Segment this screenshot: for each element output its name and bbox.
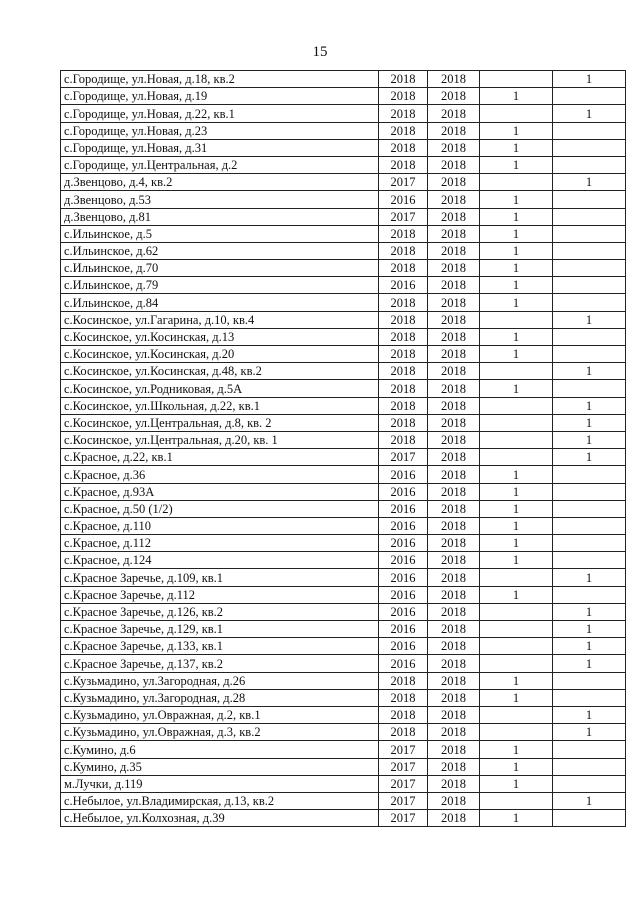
mark-a-cell [480,174,553,191]
year-start-cell: 2016 [379,552,428,569]
table-row [61,586,626,603]
year-start-cell: 2017 [379,792,428,809]
year-start-cell: 2018 [379,431,428,448]
address-cell: м.Лучки, д.119 [61,775,379,792]
year-start-cell: 2017 [379,208,428,225]
table-row [61,139,626,156]
year-start-cell: 2016 [379,621,428,638]
address-cell: с.Городище, ул.Новая, д.18, кв.2 [61,71,379,88]
year-start-cell: 2018 [379,689,428,706]
table-row [61,775,626,792]
mark-b-cell [553,191,626,208]
year-start-cell: 2018 [379,311,428,328]
year-end-cell: 2018 [428,105,480,122]
mark-b-cell: 1 [553,431,626,448]
year-end-cell: 2018 [428,122,480,139]
table-row [61,552,626,569]
year-end-cell: 2018 [428,758,480,775]
table-row [61,346,626,363]
year-start-cell: 2016 [379,500,428,517]
table-row [61,621,626,638]
address-cell: с.Ильинское, д.5 [61,225,379,242]
mark-b-cell [553,689,626,706]
table-row [61,603,626,620]
year-end-cell: 2018 [428,483,480,500]
table-row [61,466,626,483]
table-row [61,191,626,208]
year-end-cell: 2018 [428,191,480,208]
year-end-cell: 2018 [428,621,480,638]
year-end-cell: 2018 [428,363,480,380]
mark-b-cell: 1 [553,621,626,638]
mark-a-cell: 1 [480,483,553,500]
mark-a-cell: 1 [480,294,553,311]
mark-a-cell [480,105,553,122]
mark-b-cell [553,380,626,397]
mark-b-cell [553,139,626,156]
year-end-cell: 2018 [428,174,480,191]
address-cell: с.Красное Заречье, д.133, кв.1 [61,638,379,655]
year-end-cell: 2018 [428,741,480,758]
mark-b-cell: 1 [553,414,626,431]
year-end-cell: 2018 [428,724,480,741]
mark-a-cell [480,569,553,586]
year-start-cell: 2018 [379,397,428,414]
mark-b-cell: 1 [553,569,626,586]
address-cell: с.Косинское, ул.Школьная, д.22, кв.1 [61,397,379,414]
year-start-cell: 2018 [379,706,428,723]
year-start-cell: 2016 [379,586,428,603]
table-row [61,277,626,294]
mark-b-cell [553,552,626,569]
mark-b-cell [553,741,626,758]
year-start-cell: 2018 [379,380,428,397]
year-end-cell: 2018 [428,569,480,586]
mark-a-cell: 1 [480,552,553,569]
mark-a-cell [480,603,553,620]
mark-b-cell [553,810,626,827]
year-start-cell: 2017 [379,174,428,191]
table-row [61,294,626,311]
mark-a-cell: 1 [480,500,553,517]
mark-a-cell [480,311,553,328]
mark-b-cell [553,242,626,259]
address-cell: с.Городище, ул.Новая, д.31 [61,139,379,156]
address-cell: с.Ильинское, д.84 [61,294,379,311]
year-start-cell: 2018 [379,88,428,105]
mark-b-cell [553,535,626,552]
year-end-cell: 2018 [428,689,480,706]
year-start-cell: 2016 [379,603,428,620]
table-row [61,672,626,689]
year-end-cell: 2018 [428,311,480,328]
table-row [61,517,626,534]
address-cell: с.Красное Заречье, д.109, кв.1 [61,569,379,586]
year-end-cell: 2018 [428,792,480,809]
table-row [61,638,626,655]
year-end-cell: 2018 [428,552,480,569]
address-cell: с.Кумино, д.6 [61,741,379,758]
year-end-cell: 2018 [428,810,480,827]
year-start-cell: 2016 [379,569,428,586]
year-end-cell: 2018 [428,535,480,552]
address-cell: с.Ильинское, д.62 [61,242,379,259]
year-end-cell: 2018 [428,431,480,448]
year-end-cell: 2018 [428,139,480,156]
year-start-cell: 2017 [379,449,428,466]
year-end-cell: 2018 [428,346,480,363]
mark-b-cell: 1 [553,449,626,466]
address-cell: с.Красное, д.36 [61,466,379,483]
year-start-cell: 2018 [379,328,428,345]
address-cell: с.Городище, ул.Новая, д.19 [61,88,379,105]
year-start-cell: 2016 [379,638,428,655]
address-cell: с.Косинское, ул.Центральная, д.20, кв. 1 [61,431,379,448]
mark-a-cell [480,449,553,466]
mark-a-cell [480,655,553,672]
address-cell: д.Звенцово, д.81 [61,208,379,225]
year-end-cell: 2018 [428,706,480,723]
table-row [61,242,626,259]
table-row [61,225,626,242]
address-cell: с.Красное Заречье, д.129, кв.1 [61,621,379,638]
address-cell: с.Ильинское, д.70 [61,260,379,277]
address-cell: с.Ильинское, д.79 [61,277,379,294]
mark-a-cell: 1 [480,191,553,208]
mark-a-cell [480,621,553,638]
table-row [61,449,626,466]
year-start-cell: 2016 [379,517,428,534]
mark-a-cell: 1 [480,139,553,156]
address-cell: с.Красное, д.124 [61,552,379,569]
year-end-cell: 2018 [428,208,480,225]
mark-b-cell [553,208,626,225]
address-cell: с.Косинское, ул.Родниковая, д.5А [61,380,379,397]
mark-a-cell: 1 [480,810,553,827]
mark-a-cell [480,706,553,723]
year-end-cell: 2018 [428,655,480,672]
mark-b-cell [553,758,626,775]
mark-a-cell: 1 [480,277,553,294]
table-row [61,71,626,88]
mark-b-cell: 1 [553,363,626,380]
mark-b-cell [553,294,626,311]
address-cell: с.Кузьмадино, ул.Загородная, д.28 [61,689,379,706]
mark-b-cell: 1 [553,71,626,88]
address-cell: с.Косинское, ул.Косинская, д.13 [61,328,379,345]
mark-a-cell: 1 [480,758,553,775]
mark-b-cell [553,672,626,689]
table-row [61,655,626,672]
mark-a-cell: 1 [480,672,553,689]
mark-a-cell: 1 [480,242,553,259]
year-start-cell: 2018 [379,105,428,122]
table-row [61,260,626,277]
mark-b-cell [553,586,626,603]
mark-a-cell: 1 [480,741,553,758]
address-cell: с.Кузьмадино, ул.Загородная, д.26 [61,672,379,689]
year-start-cell: 2016 [379,535,428,552]
mark-b-cell [553,775,626,792]
table-row [61,122,626,139]
year-end-cell: 2018 [428,71,480,88]
table-row [61,689,626,706]
mark-b-cell [553,328,626,345]
mark-a-cell: 1 [480,225,553,242]
mark-b-cell: 1 [553,311,626,328]
year-end-cell: 2018 [428,328,480,345]
table-row [61,105,626,122]
mark-b-cell [553,483,626,500]
year-end-cell: 2018 [428,225,480,242]
address-cell: с.Кузьмадино, ул.Овражная, д.2, кв.1 [61,706,379,723]
mark-a-cell [480,724,553,741]
year-start-cell: 2018 [379,294,428,311]
year-start-cell: 2018 [379,363,428,380]
mark-a-cell: 1 [480,689,553,706]
year-end-cell: 2018 [428,414,480,431]
mark-b-cell: 1 [553,174,626,191]
mark-b-cell: 1 [553,397,626,414]
mark-b-cell [553,156,626,173]
year-start-cell: 2018 [379,724,428,741]
year-start-cell: 2018 [379,260,428,277]
year-end-cell: 2018 [428,638,480,655]
year-end-cell: 2018 [428,397,480,414]
year-start-cell: 2016 [379,483,428,500]
mark-b-cell: 1 [553,638,626,655]
address-cell: д.Звенцово, д.53 [61,191,379,208]
year-end-cell: 2018 [428,294,480,311]
table-row [61,174,626,191]
mark-a-cell [480,792,553,809]
year-end-cell: 2018 [428,500,480,517]
year-end-cell: 2018 [428,586,480,603]
table-row [61,500,626,517]
mark-a-cell: 1 [480,156,553,173]
mark-a-cell [480,414,553,431]
address-cell: с.Небылое, ул.Колхозная, д.39 [61,810,379,827]
table-body [61,71,626,827]
year-start-cell: 2016 [379,655,428,672]
address-cell: с.Красное, д.22, кв.1 [61,449,379,466]
mark-a-cell [480,431,553,448]
year-end-cell: 2018 [428,88,480,105]
mark-a-cell: 1 [480,328,553,345]
address-cell: с.Красное, д.93А [61,483,379,500]
mark-b-cell [553,225,626,242]
year-end-cell: 2018 [428,603,480,620]
page-number: 15 [312,44,328,60]
mark-a-cell: 1 [480,466,553,483]
year-start-cell: 2017 [379,810,428,827]
address-cell: с.Небылое, ул.Владимирская, д.13, кв.2 [61,792,379,809]
year-start-cell: 2018 [379,672,428,689]
year-start-cell: 2017 [379,775,428,792]
year-start-cell: 2018 [379,156,428,173]
table-row [61,431,626,448]
address-cell: с.Городище, ул.Центральная, д.2 [61,156,379,173]
address-cell: с.Городище, ул.Новая, д.23 [61,122,379,139]
table-row [61,724,626,741]
mark-a-cell [480,71,553,88]
table-row [61,328,626,345]
year-start-cell: 2017 [379,741,428,758]
mark-a-cell [480,638,553,655]
mark-b-cell: 1 [553,105,626,122]
address-cell: с.Красное, д.112 [61,535,379,552]
year-end-cell: 2018 [428,156,480,173]
year-end-cell: 2018 [428,466,480,483]
table-row [61,741,626,758]
address-cell: с.Красное Заречье, д.112 [61,586,379,603]
year-start-cell: 2018 [379,225,428,242]
year-end-cell: 2018 [428,260,480,277]
year-end-cell: 2018 [428,672,480,689]
address-cell: с.Косинское, ул.Центральная, д.8, кв. 2 [61,414,379,431]
table-row [61,792,626,809]
mark-a-cell: 1 [480,517,553,534]
mark-b-cell [553,260,626,277]
address-cell: с.Кузьмадино, ул.Овражная, д.3, кв.2 [61,724,379,741]
mark-a-cell: 1 [480,260,553,277]
year-end-cell: 2018 [428,242,480,259]
mark-b-cell [553,122,626,139]
mark-a-cell [480,397,553,414]
mark-a-cell [480,363,553,380]
mark-b-cell [553,88,626,105]
year-start-cell: 2018 [379,414,428,431]
year-start-cell: 2016 [379,277,428,294]
year-start-cell: 2018 [379,139,428,156]
address-cell: с.Кумино, д.35 [61,758,379,775]
year-end-cell: 2018 [428,517,480,534]
mark-a-cell: 1 [480,122,553,139]
table-row [61,569,626,586]
mark-b-cell: 1 [553,655,626,672]
table-row [61,380,626,397]
address-cell: с.Косинское, ул.Косинская, д.20 [61,346,379,363]
year-start-cell: 2018 [379,346,428,363]
mark-b-cell [553,277,626,294]
year-end-cell: 2018 [428,775,480,792]
mark-a-cell: 1 [480,775,553,792]
year-end-cell: 2018 [428,449,480,466]
mark-a-cell: 1 [480,586,553,603]
table-row [61,535,626,552]
year-start-cell: 2016 [379,191,428,208]
year-start-cell: 2018 [379,242,428,259]
year-end-cell: 2018 [428,380,480,397]
year-start-cell: 2018 [379,122,428,139]
address-cell: с.Красное, д.50 (1/2) [61,500,379,517]
mark-b-cell [553,346,626,363]
mark-b-cell: 1 [553,706,626,723]
address-cell: с.Городище, ул.Новая, д.22, кв.1 [61,105,379,122]
address-cell: с.Красное Заречье, д.126, кв.2 [61,603,379,620]
mark-b-cell [553,466,626,483]
table-row [61,208,626,225]
address-cell: д.Звенцово, д.4, кв.2 [61,174,379,191]
address-cell: с.Косинское, ул.Косинская, д.48, кв.2 [61,363,379,380]
year-start-cell: 2016 [379,466,428,483]
mark-b-cell: 1 [553,792,626,809]
address-cell: с.Красное Заречье, д.137, кв.2 [61,655,379,672]
mark-b-cell: 1 [553,724,626,741]
mark-a-cell: 1 [480,208,553,225]
mark-b-cell [553,500,626,517]
table-row [61,397,626,414]
address-cell: с.Косинское, ул.Гагарина, д.10, кв.4 [61,311,379,328]
table-row [61,311,626,328]
table-row [61,414,626,431]
table-row [61,156,626,173]
mark-b-cell: 1 [553,603,626,620]
address-cell: с.Красное, д.110 [61,517,379,534]
table-row [61,363,626,380]
housing-table [60,70,626,827]
table-row [61,706,626,723]
mark-a-cell: 1 [480,535,553,552]
table-row [61,810,626,827]
year-end-cell: 2018 [428,277,480,294]
mark-b-cell [553,517,626,534]
year-start-cell: 2018 [379,71,428,88]
mark-a-cell: 1 [480,88,553,105]
mark-a-cell: 1 [480,380,553,397]
table-row [61,88,626,105]
mark-a-cell: 1 [480,346,553,363]
table-row [61,758,626,775]
table-row [61,483,626,500]
year-start-cell: 2017 [379,758,428,775]
